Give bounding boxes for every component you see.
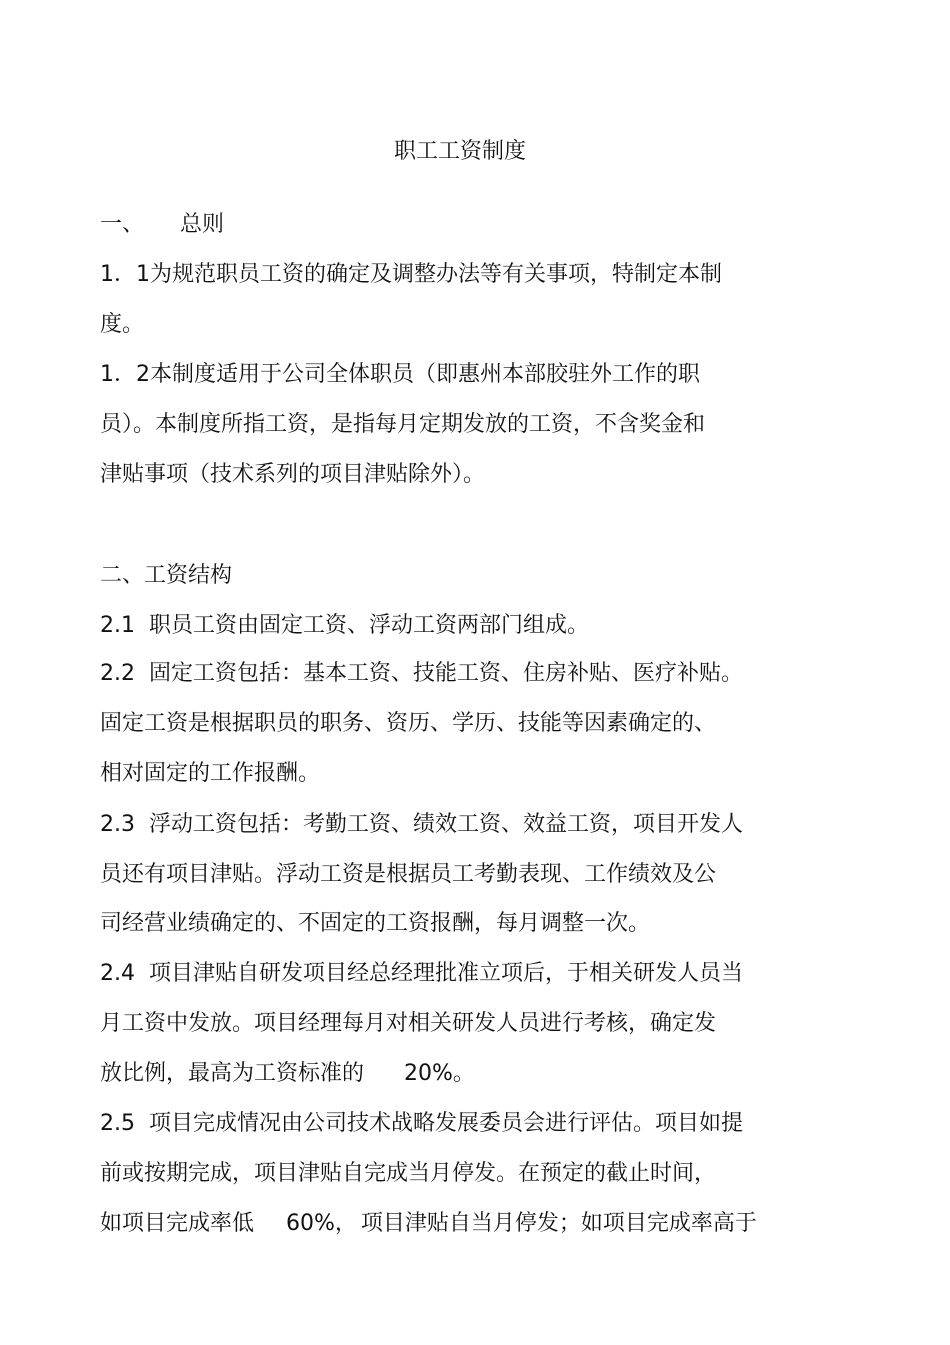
paragraph-2-5-line-3 [100, 1209, 757, 1239]
paragraph-2-4-line-3 [100, 1059, 475, 1089]
paragraph-2-4-line-3-text: 放比例，最高为工资标准的 [100, 1061, 365, 1086]
paragraph-2-2-line-1: 2.2 固定工资包括：基本工资、技能工资、住房补贴、医疗补贴。 [100, 661, 743, 686]
paragraph-2-5-line-3-text-a: 如项目完成率低 [100, 1211, 255, 1236]
paragraph-1-2-line-3: 津贴事项（技术系列的项目津贴除外）。 [100, 462, 486, 487]
paragraph-2-5-line-3-text-c: 项目津贴自当月停发；如项目完成率高于 [360, 1211, 757, 1236]
paragraph-2-4-line-1: 2.4 项目津贴自研发项目经总经理批准立项后，于相关研发人员当 [100, 961, 743, 986]
paragraph-2-2-line-2: 固定工资是根据职员的职务、资历、学历、技能等因素确定的、 [100, 711, 717, 736]
percent-value-20: 20%。 [404, 1061, 475, 1086]
percent-value-60: 60%， [286, 1211, 357, 1236]
paragraph-2-3-line-1: 2.3 浮动工资包括：考勤工资、绩效工资、效益工资，项目开发人 [100, 812, 743, 837]
paragraph-1-1-line-2: 度。 [100, 312, 145, 337]
paragraph-2-2-line-3: 相对固定的工作报酬。 [100, 761, 321, 786]
paragraph-2-4-line-2: 月工资中发放。项目经理每月对相关研发人员进行考核，确定发 [100, 1011, 717, 1036]
paragraph-2-1: 2.1 职员工资由固定工资、浮动工资两部门组成。 [100, 613, 589, 638]
paragraph-2-3-line-2: 员还有项目津贴。浮动工资是根据员工考勤表现、工作绩效及公 [100, 862, 717, 887]
section1-heading-number: 一、 [100, 212, 145, 237]
section1-heading [100, 210, 224, 240]
paragraph-1-2-line-1: 1．2本制度适用于公司全体职员（即惠州本部胶驻外工作的职 [100, 362, 700, 387]
section1-heading-text: 总则 [180, 212, 225, 237]
section2-heading: 二、工资结构 [100, 563, 233, 588]
paragraph-2-5-line-1: 2.5 项目完成情况由公司技术战略发展委员会进行评估。项目如提 [100, 1111, 743, 1136]
paragraph-2-5-line-2: 前或按期完成，项目津贴自完成当月停发。在预定的截止时间， [100, 1161, 717, 1186]
paragraph-1-2-line-2: 员）。本制度所指工资，是指每月定期发放的工资，不含奖金和 [100, 412, 706, 437]
document-title: 职工工资制度 [393, 139, 526, 164]
paragraph-1-1-line-1: 1．1为规范职员工资的确定及调整办法等有关事项，特制定本制 [100, 262, 722, 287]
paragraph-2-3-line-3: 司经营业绩确定的、不固定的工资报酬，每月调整一次。 [100, 911, 651, 936]
